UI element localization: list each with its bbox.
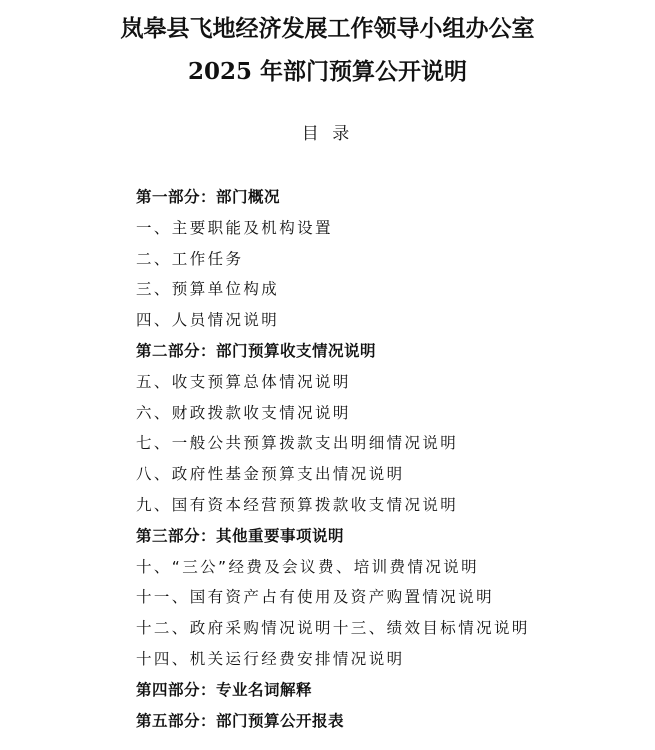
toc-part-5: 第五部分：部门预算公开报表 <box>136 711 345 730</box>
toc-item-5: 五、收支预算总体情况说明 <box>136 372 351 391</box>
table-of-contents <box>136 183 636 737</box>
document-title-line-1: 岚皋县飞地经济发展工作领导小组办公室 <box>120 15 535 42</box>
toc-item-2: 二、工作任务 <box>136 249 244 268</box>
toc-part-3: 第三部分：其他重要事项说明 <box>136 526 345 545</box>
toc-item-1: 一、主要职能及机构设置 <box>136 218 333 237</box>
toc-part-4: 第四部分：专业名词解释 <box>136 680 313 699</box>
toc-item-9: 九、国有资本经营预算拨款收支情况说明 <box>136 495 459 514</box>
document-title-line-2: 2025 年部门预算公开说明 <box>187 58 468 85</box>
toc-item-4: 四、人员情况说明 <box>136 311 280 330</box>
toc-item-3: 三、预算单位构成 <box>136 280 280 299</box>
toc-item-7: 七、一般公共预算拨款支出明细情况说明 <box>136 434 459 453</box>
toc-item-11: 十一、国有资产占有使用及资产购置情况说明 <box>136 588 495 607</box>
toc-part-2: 第二部分：部门预算收支情况说明 <box>136 341 377 360</box>
toc-item-6: 六、财政拨款收支情况说明 <box>136 403 351 422</box>
toc-item-12-13: 十二、政府采购情况说明十三、绩效目标情况说明 <box>136 619 530 638</box>
toc-part-1: 第一部分：部门概况 <box>136 188 281 206</box>
toc-heading: 目 录 <box>301 124 354 144</box>
toc-item-14: 十四、机关运行经费安排情况说明 <box>136 649 405 668</box>
toc-item-8: 八、政府性基金预算支出情况说明 <box>136 465 405 484</box>
toc-item-10: 十、“三公”经费及会议费、培训费情况说明 <box>136 557 480 576</box>
